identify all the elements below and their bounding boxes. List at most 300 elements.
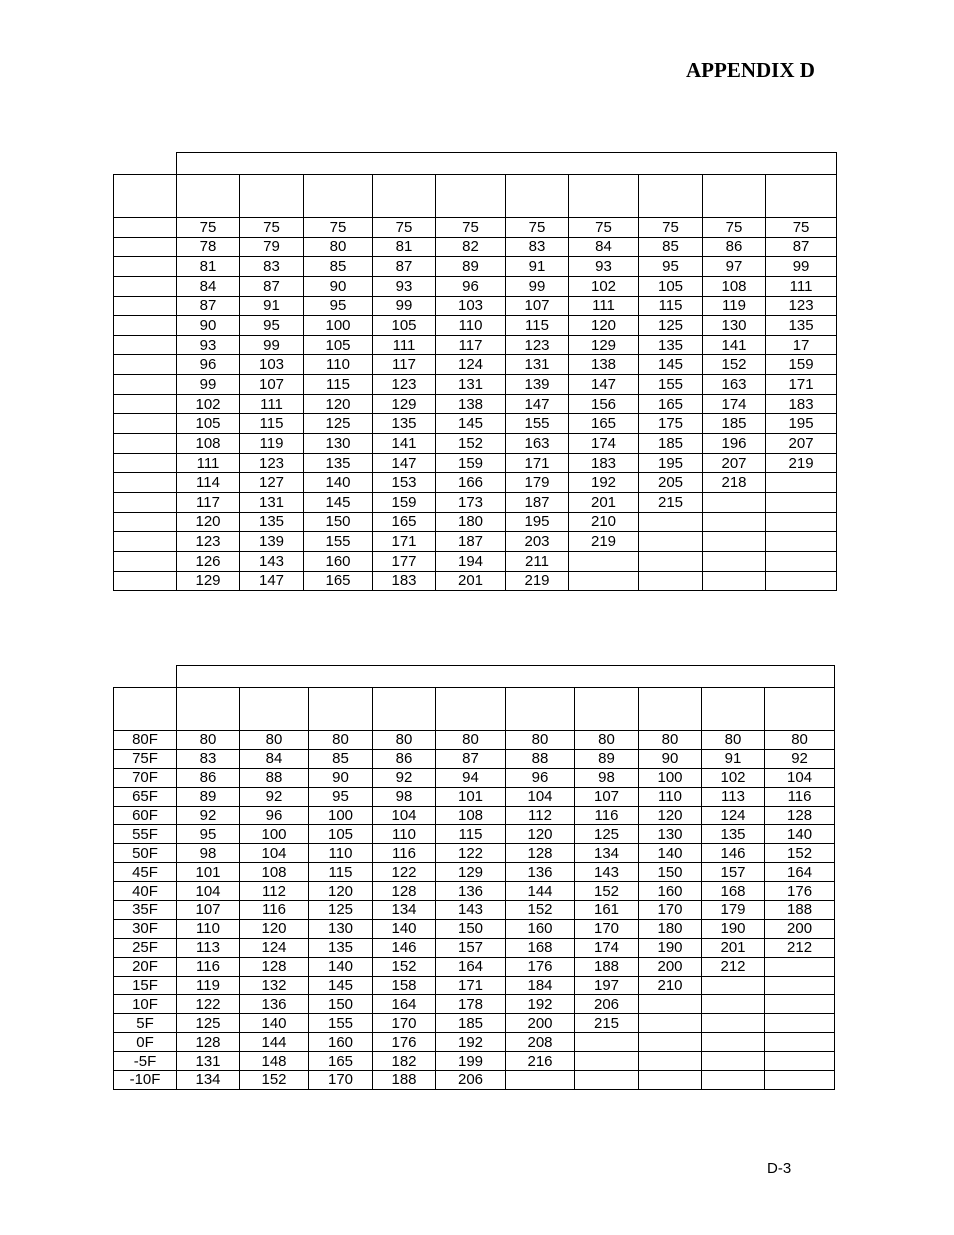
table-cell: 90 — [639, 749, 702, 768]
table-cell: 136 — [506, 863, 575, 882]
table-cell: 110 — [373, 825, 436, 844]
table-cell: 116 — [765, 787, 835, 806]
table-cell: 179 — [702, 901, 765, 920]
table-cell — [575, 1071, 639, 1090]
table-cell: 219 — [506, 571, 569, 591]
table-cell: 84 — [240, 749, 309, 768]
table-cell — [575, 1033, 639, 1052]
table-cell: 103 — [240, 355, 304, 375]
table-cell: 129 — [177, 571, 240, 591]
temperature-table-1 — [113, 152, 837, 591]
table-cell: 174 — [569, 434, 639, 454]
table-cell: 165 — [569, 414, 639, 434]
table-cell: 218 — [703, 473, 766, 493]
table-cell: 80 — [436, 731, 506, 750]
table-cell: 190 — [702, 919, 765, 938]
table-cell: 75 — [373, 218, 436, 238]
table-row — [114, 492, 837, 512]
row-label: 10F — [114, 995, 177, 1014]
table-cell: 140 — [639, 844, 702, 863]
table-cell: 78 — [177, 237, 240, 257]
row-label — [114, 492, 177, 512]
table-cell: 104 — [240, 844, 309, 863]
table-cell: 120 — [569, 316, 639, 336]
table-cell: 119 — [177, 976, 240, 995]
table-cell: 155 — [639, 375, 703, 395]
table-cell — [766, 551, 837, 571]
table-cell: 129 — [569, 335, 639, 355]
table-cell: 114 — [177, 473, 240, 493]
column-header-cell — [436, 688, 506, 731]
table-cell: 75 — [703, 218, 766, 238]
group-header-cell — [177, 153, 837, 175]
row-label — [114, 473, 177, 493]
table-cell — [639, 1071, 702, 1090]
table-cell: 131 — [436, 375, 506, 395]
table-cell: 165 — [304, 571, 373, 591]
table-cell: 135 — [702, 825, 765, 844]
table-cell: 124 — [240, 938, 309, 957]
table-cell: 135 — [304, 453, 373, 473]
table-cell: 75 — [304, 218, 373, 238]
table-cell: 183 — [766, 394, 837, 414]
table-cell: 117 — [373, 355, 436, 375]
table-row — [114, 237, 837, 257]
table-cell: 96 — [240, 806, 309, 825]
table-cell: 93 — [177, 335, 240, 355]
table-cell: 206 — [436, 1071, 506, 1090]
table-cell: 180 — [639, 919, 702, 938]
table-cell: 180 — [436, 512, 506, 532]
table-cell: 136 — [436, 882, 506, 901]
table-row — [114, 731, 835, 750]
table-cell: 120 — [506, 825, 575, 844]
table-cell: 131 — [177, 1052, 240, 1071]
table-cell: 192 — [569, 473, 639, 493]
table-cell: 75 — [436, 218, 506, 238]
row-label: 80F — [114, 731, 177, 750]
table-row — [114, 1033, 835, 1052]
table-cell: 105 — [373, 316, 436, 336]
table-cell: 87 — [766, 237, 837, 257]
table-cell: 95 — [309, 787, 373, 806]
table-cell — [639, 1033, 702, 1052]
table-cell: 80 — [177, 731, 240, 750]
table-cell: 75 — [766, 218, 837, 238]
table-cell: 173 — [436, 492, 506, 512]
table-cell: 140 — [240, 1014, 309, 1033]
table-cell: 136 — [240, 995, 309, 1014]
column-header-cell — [304, 175, 373, 218]
table-row — [114, 938, 835, 957]
table-cell: 141 — [373, 434, 436, 454]
table-cell: 200 — [765, 919, 835, 938]
table-cell: 115 — [309, 863, 373, 882]
table-cell: 97 — [703, 257, 766, 277]
table-cell: 207 — [703, 453, 766, 473]
table-row — [114, 512, 837, 532]
table-cell: 171 — [436, 976, 506, 995]
table-row — [114, 355, 837, 375]
table-cell: 81 — [373, 237, 436, 257]
table-cell: 80 — [304, 237, 373, 257]
table-cell: 164 — [436, 957, 506, 976]
table-cell: 143 — [240, 551, 304, 571]
table-cell: 100 — [304, 316, 373, 336]
table-cell: 171 — [766, 375, 837, 395]
column-header-cell — [575, 688, 639, 731]
column-header-cell — [177, 175, 240, 218]
table-cell: 203 — [506, 532, 569, 552]
table-cell: 110 — [304, 355, 373, 375]
table-cell: 168 — [506, 938, 575, 957]
table-cell: 160 — [304, 551, 373, 571]
table-cell: 145 — [436, 414, 506, 434]
table-cell: 88 — [240, 768, 309, 787]
table-cell — [569, 571, 639, 591]
table-cell: 75 — [177, 218, 240, 238]
table-cell: 125 — [304, 414, 373, 434]
table-cell — [765, 1033, 835, 1052]
table-cell: 157 — [436, 938, 506, 957]
table-cell: 75 — [506, 218, 569, 238]
table-cell — [639, 532, 703, 552]
table-cell: 116 — [373, 844, 436, 863]
column-header-cell — [703, 175, 766, 218]
table-cell: 208 — [506, 1033, 575, 1052]
table-cell: 123 — [373, 375, 436, 395]
table-cell: 138 — [436, 394, 506, 414]
table-cell: 80 — [702, 731, 765, 750]
table-cell: 99 — [766, 257, 837, 277]
table-cell: 87 — [240, 276, 304, 296]
table-cell: 201 — [436, 571, 506, 591]
table-cell: 85 — [309, 749, 373, 768]
table-cell: 187 — [436, 532, 506, 552]
table-cell: 194 — [436, 551, 506, 571]
page-number: D-3 — [767, 1160, 792, 1177]
column-header-cell — [639, 688, 702, 731]
table-cell: 99 — [240, 335, 304, 355]
table-cell: 140 — [304, 473, 373, 493]
table-cell: 215 — [639, 492, 703, 512]
table-cell: 87 — [373, 257, 436, 277]
table-cell: 165 — [639, 394, 703, 414]
table-cell: 212 — [765, 938, 835, 957]
row-label — [114, 434, 177, 454]
row-label: 20F — [114, 957, 177, 976]
table-cell: 102 — [569, 276, 639, 296]
table-cell: 111 — [373, 335, 436, 355]
column-header-cell — [373, 175, 436, 218]
table-cell: 174 — [575, 938, 639, 957]
table-cell: 107 — [506, 296, 569, 316]
table-cell: 131 — [240, 492, 304, 512]
table-cell — [766, 512, 837, 532]
table-cell: 159 — [373, 492, 436, 512]
table-cell: 212 — [702, 957, 765, 976]
table-cell — [569, 551, 639, 571]
table-cell: 112 — [240, 882, 309, 901]
table-cell — [702, 1033, 765, 1052]
table-cell — [766, 492, 837, 512]
table-row — [114, 1071, 835, 1090]
table-cell: 196 — [703, 434, 766, 454]
table-cell: 192 — [506, 995, 575, 1014]
table-cell: 150 — [309, 995, 373, 1014]
table-cell: 130 — [304, 434, 373, 454]
table-cell — [703, 512, 766, 532]
table-row — [114, 335, 837, 355]
table-cell: 108 — [436, 806, 506, 825]
table-cell: 94 — [436, 768, 506, 787]
table-cell: 127 — [240, 473, 304, 493]
table-cell: 130 — [703, 316, 766, 336]
table-cell: 100 — [309, 806, 373, 825]
table-cell: 170 — [309, 1071, 373, 1090]
table-cell: 111 — [240, 394, 304, 414]
table-cell: 138 — [569, 355, 639, 375]
table-cell: 135 — [766, 316, 837, 336]
table-cell: 110 — [436, 316, 506, 336]
table-cell: 123 — [766, 296, 837, 316]
table-cell: 178 — [436, 995, 506, 1014]
table-row — [114, 976, 835, 995]
table-cell — [765, 1052, 835, 1071]
table-cell: 92 — [240, 787, 309, 806]
table-cell: 200 — [506, 1014, 575, 1033]
column-header-cell — [702, 688, 765, 731]
table-cell: 188 — [575, 957, 639, 976]
table-row — [114, 296, 837, 316]
table-cell: 122 — [436, 844, 506, 863]
table-cell: 210 — [569, 512, 639, 532]
table-cell: 111 — [177, 453, 240, 473]
table-cell: 163 — [703, 375, 766, 395]
row-label — [114, 296, 177, 316]
table-row — [114, 551, 837, 571]
table-cell: 96 — [177, 355, 240, 375]
table-cell: 128 — [765, 806, 835, 825]
table-cell: 155 — [304, 532, 373, 552]
column-header-cell — [569, 175, 639, 218]
table-cell: 90 — [304, 276, 373, 296]
table-cell: 102 — [702, 768, 765, 787]
table-cell: 195 — [639, 453, 703, 473]
table-row — [114, 434, 837, 454]
table-cell: 135 — [309, 938, 373, 957]
table-cell: 145 — [639, 355, 703, 375]
row-label — [114, 532, 177, 552]
table-cell: 165 — [309, 1052, 373, 1071]
table-cell: 152 — [436, 434, 506, 454]
table-row — [114, 453, 837, 473]
row-label — [114, 571, 177, 591]
row-label — [114, 218, 177, 238]
table-cell: 96 — [436, 276, 506, 296]
row-label: 70F — [114, 768, 177, 787]
table-cell: 91 — [702, 749, 765, 768]
table-cell: 107 — [177, 901, 240, 920]
table-cell: 86 — [703, 237, 766, 257]
table-cell: 92 — [373, 768, 436, 787]
table-cell: 150 — [639, 863, 702, 882]
table-cell: 104 — [506, 787, 575, 806]
table-cell: 152 — [506, 901, 575, 920]
row-label: 5F — [114, 1014, 177, 1033]
table-cell — [703, 571, 766, 591]
table-cell: 152 — [765, 844, 835, 863]
table-cell: 128 — [373, 882, 436, 901]
table-cell: 132 — [240, 976, 309, 995]
table-cell: 92 — [765, 749, 835, 768]
table-cell: 104 — [373, 806, 436, 825]
table-cell: 152 — [240, 1071, 309, 1090]
table-cell: 144 — [240, 1033, 309, 1052]
table-cell: 86 — [373, 749, 436, 768]
table-cell: 87 — [177, 296, 240, 316]
table-row — [114, 995, 835, 1014]
table-cell: 188 — [373, 1071, 436, 1090]
table-row — [114, 571, 837, 591]
table-cell: 171 — [506, 453, 569, 473]
table-cell: 148 — [240, 1052, 309, 1071]
table-cell: 108 — [240, 863, 309, 882]
row-label: 15F — [114, 976, 177, 995]
row-label — [114, 316, 177, 336]
table-cell: 108 — [703, 276, 766, 296]
table-cell: 152 — [703, 355, 766, 375]
column-header-cell — [240, 688, 309, 731]
table-cell: 179 — [506, 473, 569, 493]
row-label: 30F — [114, 919, 177, 938]
table-cell — [702, 1071, 765, 1090]
table-cell: 115 — [506, 316, 569, 336]
table-cell — [639, 571, 703, 591]
table-cell — [639, 995, 702, 1014]
table-cell: 146 — [373, 938, 436, 957]
table-cell: 147 — [373, 453, 436, 473]
table-row — [114, 394, 837, 414]
table-cell: 188 — [765, 901, 835, 920]
table-cell: 143 — [436, 901, 506, 920]
table-cell: 135 — [373, 414, 436, 434]
table-row — [114, 218, 837, 238]
table-cell: 159 — [436, 453, 506, 473]
table-cell: 123 — [506, 335, 569, 355]
table-cell: 98 — [575, 768, 639, 787]
table-cell: 131 — [506, 355, 569, 375]
table-cell: 140 — [765, 825, 835, 844]
table-cell: 143 — [575, 863, 639, 882]
table-cell: 182 — [373, 1052, 436, 1071]
table-cell: 107 — [240, 375, 304, 395]
table-cell: 175 — [639, 414, 703, 434]
table-cell: 84 — [569, 237, 639, 257]
table-row — [114, 806, 835, 825]
table-cell: 170 — [639, 901, 702, 920]
table-cell: 100 — [240, 825, 309, 844]
table-cell: 147 — [569, 375, 639, 395]
table-cell: 111 — [766, 276, 837, 296]
table-cell: 98 — [177, 844, 240, 863]
table-cell: 93 — [373, 276, 436, 296]
table-cell — [765, 1014, 835, 1033]
table-cell: 134 — [373, 901, 436, 920]
table-cell: 219 — [569, 532, 639, 552]
table-cell: 145 — [309, 976, 373, 995]
row-label: 55F — [114, 825, 177, 844]
table-cell: 206 — [575, 995, 639, 1014]
table-cell: 124 — [436, 355, 506, 375]
table-cell — [765, 995, 835, 1014]
row-label: 25F — [114, 938, 177, 957]
column-header-cell — [177, 688, 240, 731]
row-label — [114, 335, 177, 355]
table-cell: 95 — [177, 825, 240, 844]
table-cell: 116 — [177, 957, 240, 976]
table-cell: 170 — [575, 919, 639, 938]
table-cell: 119 — [240, 434, 304, 454]
column-header-cell — [309, 688, 373, 731]
table-cell — [702, 976, 765, 995]
corner-spacer — [114, 666, 177, 688]
table-cell: 164 — [765, 863, 835, 882]
table-row — [114, 257, 837, 277]
row-label — [114, 257, 177, 277]
table-cell: 185 — [436, 1014, 506, 1033]
table-cell — [703, 551, 766, 571]
table-cell: 135 — [639, 335, 703, 355]
table-cell: 108 — [177, 434, 240, 454]
corner-spacer — [114, 153, 177, 175]
table-cell — [639, 551, 703, 571]
table-cell: 156 — [569, 394, 639, 414]
table-cell: 98 — [373, 787, 436, 806]
table-cell: 104 — [177, 882, 240, 901]
table-cell: 83 — [240, 257, 304, 277]
table-cell: 96 — [506, 768, 575, 787]
table-cell: 89 — [177, 787, 240, 806]
table-cell: 207 — [766, 434, 837, 454]
table-cell: 124 — [702, 806, 765, 825]
row-header-title-cell — [114, 175, 177, 218]
table-cell: 141 — [703, 335, 766, 355]
row-label: 0F — [114, 1033, 177, 1052]
table-row — [114, 825, 835, 844]
table-cell: 89 — [575, 749, 639, 768]
column-header-cell — [240, 175, 304, 218]
table-cell: 101 — [436, 787, 506, 806]
table-cell: 85 — [639, 237, 703, 257]
table-cell: 112 — [506, 806, 575, 825]
table-cell: 144 — [506, 882, 575, 901]
table-cell: 100 — [639, 768, 702, 787]
table-cell: 140 — [309, 957, 373, 976]
table-row — [114, 957, 835, 976]
table-cell: 102 — [177, 394, 240, 414]
table-cell: 147 — [240, 571, 304, 591]
table-cell: 165 — [373, 512, 436, 532]
table-cell: 107 — [575, 787, 639, 806]
table-cell: 164 — [373, 995, 436, 1014]
table-cell: 126 — [177, 551, 240, 571]
table-cell: 125 — [309, 901, 373, 920]
table-cell: 105 — [639, 276, 703, 296]
table-cell: 129 — [436, 863, 506, 882]
table-row — [114, 1014, 835, 1033]
table-cell: 105 — [309, 825, 373, 844]
